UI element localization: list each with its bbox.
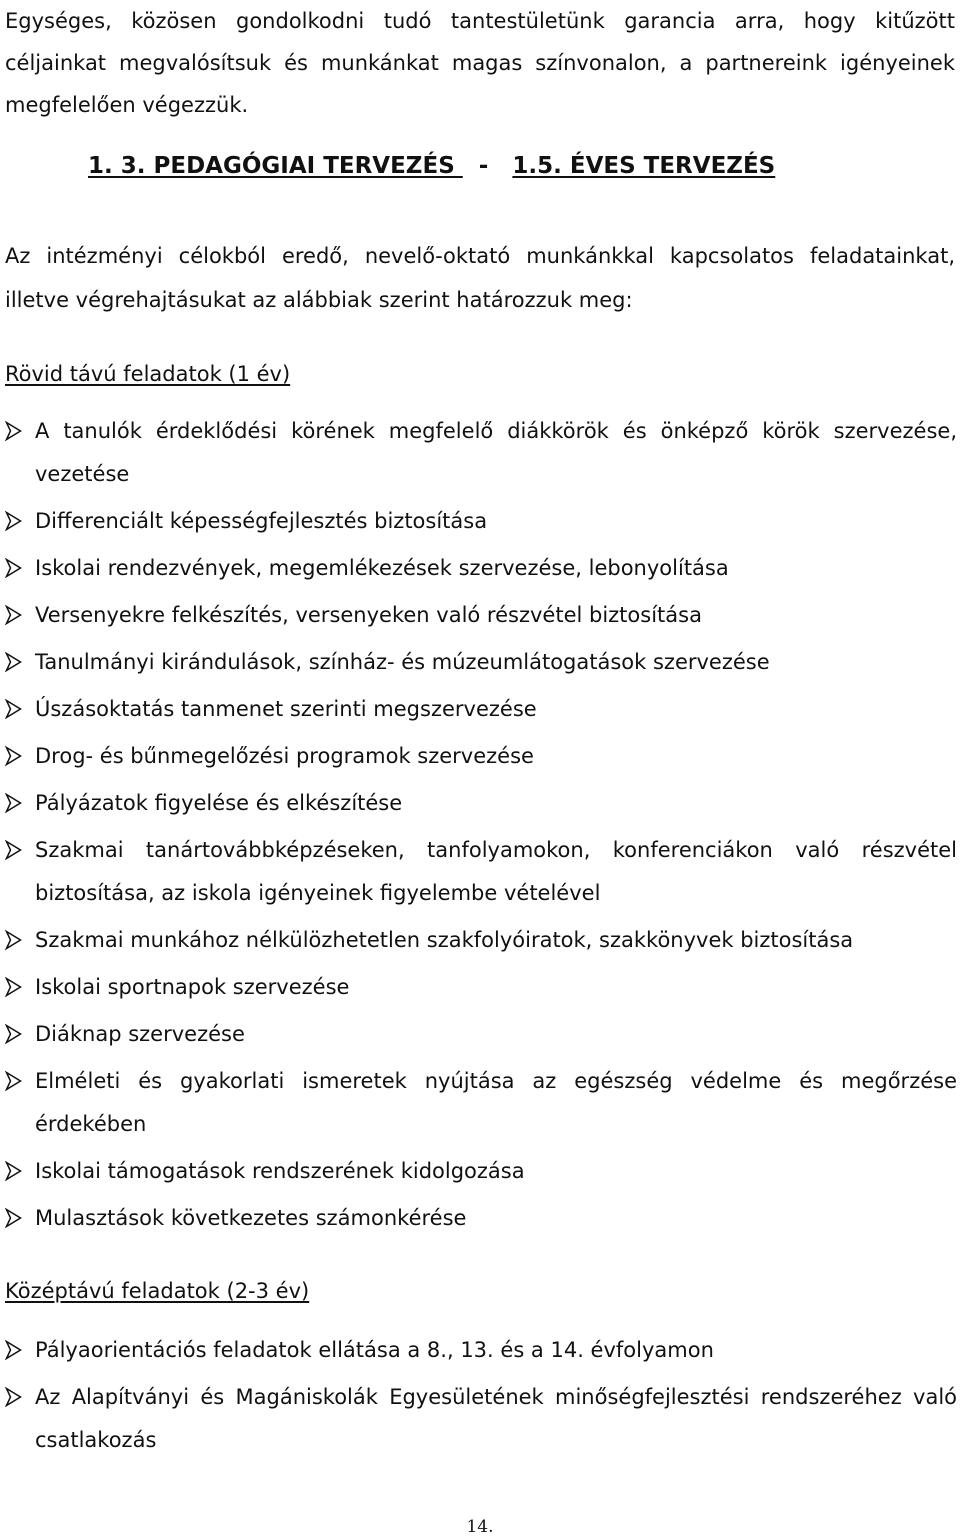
list-item-text: A tanulók érdeklődési körének megfelelő diákkörök és önképző körök szervezése, vezetése	[35, 419, 957, 486]
short-term-title: Rövid távú feladatok (1 év)	[5, 362, 291, 386]
arrowhead-bullet-icon	[5, 1161, 22, 1181]
list-item	[0, 1197, 960, 1240]
list-item	[0, 594, 960, 637]
arrowhead-bullet-icon	[5, 605, 22, 625]
heading-separator: -	[462, 153, 513, 179]
list-item-text: Tanulmányi kirándulások, színház- és múzeumlátogatások szervezése	[35, 650, 770, 674]
list-item	[0, 1013, 960, 1056]
arrowhead-bullet-icon	[5, 930, 22, 950]
arrowhead-bullet-icon	[5, 840, 22, 860]
list-item	[0, 1060, 960, 1146]
list-item	[0, 1376, 960, 1462]
mid-term-title: Középtávú feladatok (2-3 év)	[5, 1279, 310, 1303]
list-item-text: Differenciált képességfejlesztés biztosítása	[35, 509, 488, 533]
arrowhead-bullet-icon	[5, 746, 22, 766]
arrowhead-bullet-icon	[5, 793, 22, 813]
page-number: 14.	[466, 1517, 494, 1537]
arrowhead-bullet-icon	[5, 652, 22, 672]
arrowhead-bullet-icon	[5, 511, 22, 531]
short-term-list	[0, 410, 960, 1244]
arrowhead-bullet-icon	[5, 421, 22, 441]
list-item	[0, 641, 960, 684]
list-item-text: Diáknap szervezése	[35, 1022, 245, 1046]
list-item-text: Drog- és bűnmegelőzési programok szervezése	[35, 744, 534, 768]
arrowhead-bullet-icon	[5, 1071, 22, 1091]
list-item-text: Elméleti és gyakorlati ismeretek nyújtása az egészség védelme és megőrzése érdekében	[35, 1069, 957, 1136]
list-item	[0, 688, 960, 731]
heading-main: 1. 3. PEDAGÓGIAI TERVEZÉS	[88, 153, 463, 179]
arrowhead-bullet-icon	[5, 558, 22, 578]
list-item-text: Versenyekre felkészítés, versenyeken való részvétel biztosítása	[35, 603, 702, 627]
arrowhead-bullet-icon	[5, 1208, 22, 1228]
list-item	[0, 829, 960, 915]
lead-paragraph: Az intézményi célokból eredő, nevelő-oktató munkánkkal kapcsolatos feladatainkat, illetve végrehajtásukat az alábbiak szerint határozzuk meg:	[5, 244, 955, 312]
intro-paragraph: Egységes, közösen gondolkodni tudó tantestületünk garancia arra, hogy kitűzött céljainkat megvalósítsuk és munkánkat magas színvonalon, a partnereink igényeinek megfelelően végezzük.	[5, 9, 955, 117]
list-item	[0, 500, 960, 543]
list-item	[0, 410, 960, 496]
arrowhead-bullet-icon	[5, 1024, 22, 1044]
list-item-text: Mulasztások következetes számonkérése	[35, 1206, 467, 1230]
list-item	[0, 1150, 960, 1193]
arrowhead-bullet-icon	[5, 1340, 22, 1360]
mid-term-list	[0, 1329, 960, 1466]
list-item	[0, 735, 960, 778]
arrowhead-bullet-icon	[5, 1387, 22, 1407]
list-item	[0, 547, 960, 590]
list-item-text: Pályaorientációs feladatok ellátása a 8., 13. és a 14. évfolyamon	[35, 1338, 714, 1362]
heading-sub: 1.5. ÉVES TERVEZÉS	[512, 153, 776, 179]
list-item-text: Szakmai munkához nélkülözhetetlen szakfolyóiratok, szakkönyvek biztosítása	[35, 928, 854, 952]
list-item-text: Pályázatok figyelése és elkészítése	[35, 791, 403, 815]
section-heading	[88, 146, 775, 186]
list-item-text: Iskolai sportnapok szervezése	[35, 975, 350, 999]
list-item	[0, 966, 960, 1009]
arrowhead-bullet-icon	[5, 977, 22, 997]
list-item	[0, 919, 960, 962]
arrowhead-bullet-icon	[5, 699, 22, 719]
list-item-text: Szakmai tanártovábbképzéseken, tanfolyamokon, konferenciákon való részvétel biztosítása, az iskola igényeinek figyelembe vételével	[35, 838, 957, 905]
list-item	[0, 782, 960, 825]
list-item-text: Az Alapítványi és Magániskolák Egyesületének minőségfejlesztési rendszeréhez való csatlakozás	[35, 1385, 957, 1452]
list-item-text: Iskolai támogatások rendszerének kidolgozása	[35, 1159, 525, 1183]
list-item	[0, 1329, 960, 1372]
list-item-text: Úszásoktatás tanmenet szerinti megszervezése	[35, 697, 537, 721]
list-item-text: Iskolai rendezvények, megemlékezések szervezése, lebonyolítása	[35, 556, 729, 580]
